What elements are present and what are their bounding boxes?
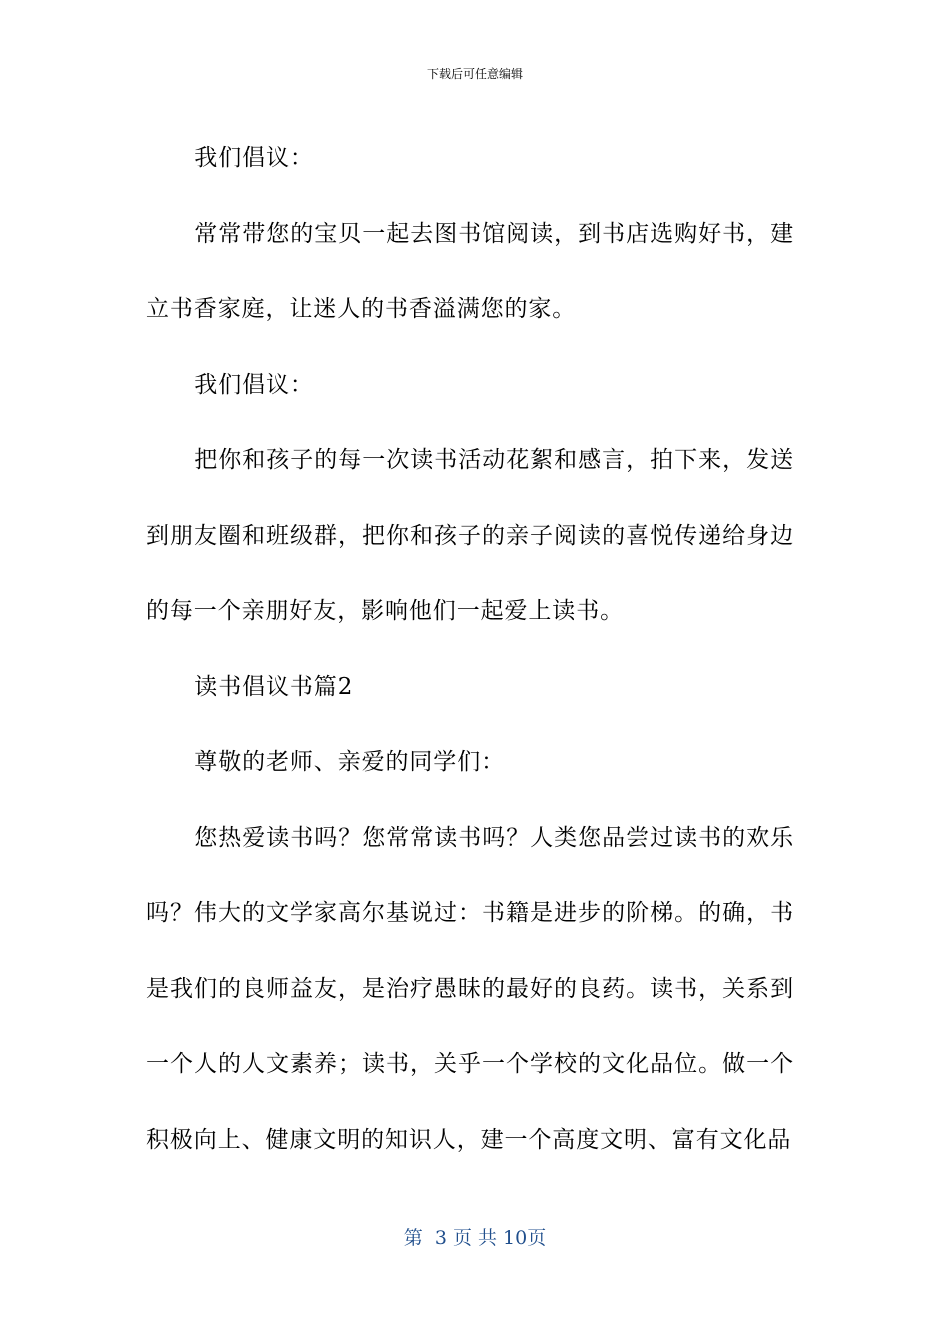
salutation: 尊敬的老师、亲爱的同学们：: [194, 749, 505, 775]
paragraph-proposal-heading-1: 我们倡议：: [194, 145, 314, 171]
paragraph-proposal-heading-2: 我们倡议：: [194, 371, 314, 398]
paragraph-love-reading: 您热爱读书吗？您常常读书吗？人类您品尝过读书的欢乐吗？伟大的文学家高尔基说过：书籍是进步的阶梯。的确，书是我们的良师益友，是治疗愚昧的最好的良药。读书，关系到一个人的人文素养；读书，关乎一个学校的文化品位。做一个积极向上、健康文明的知识人，建一个高度文明、富有文化品: [146, 824, 794, 1153]
paragraph-share-moments: 把你和孩子的每一次读书活动花絮和感言，拍下来，发送到朋友圈和班级群，把你和孩子的亲子阅读的喜悦传递给身边的每一个亲朋好友，影响他们一起爱上读书。: [146, 447, 794, 624]
header-note: 下载后可任意编辑: [426, 67, 523, 81]
paragraph-library-reading: 常常带您的宝贝一起去图书馆阅读，到书店选购好书，建立书香家庭，让迷人的书香溢满您的家。: [146, 220, 794, 322]
document-body: [146, 121, 794, 1178]
section-title: 读书倡议书篇2: [194, 673, 354, 700]
page-number-footer: 第 3 页 共 10页: [403, 1227, 547, 1249]
